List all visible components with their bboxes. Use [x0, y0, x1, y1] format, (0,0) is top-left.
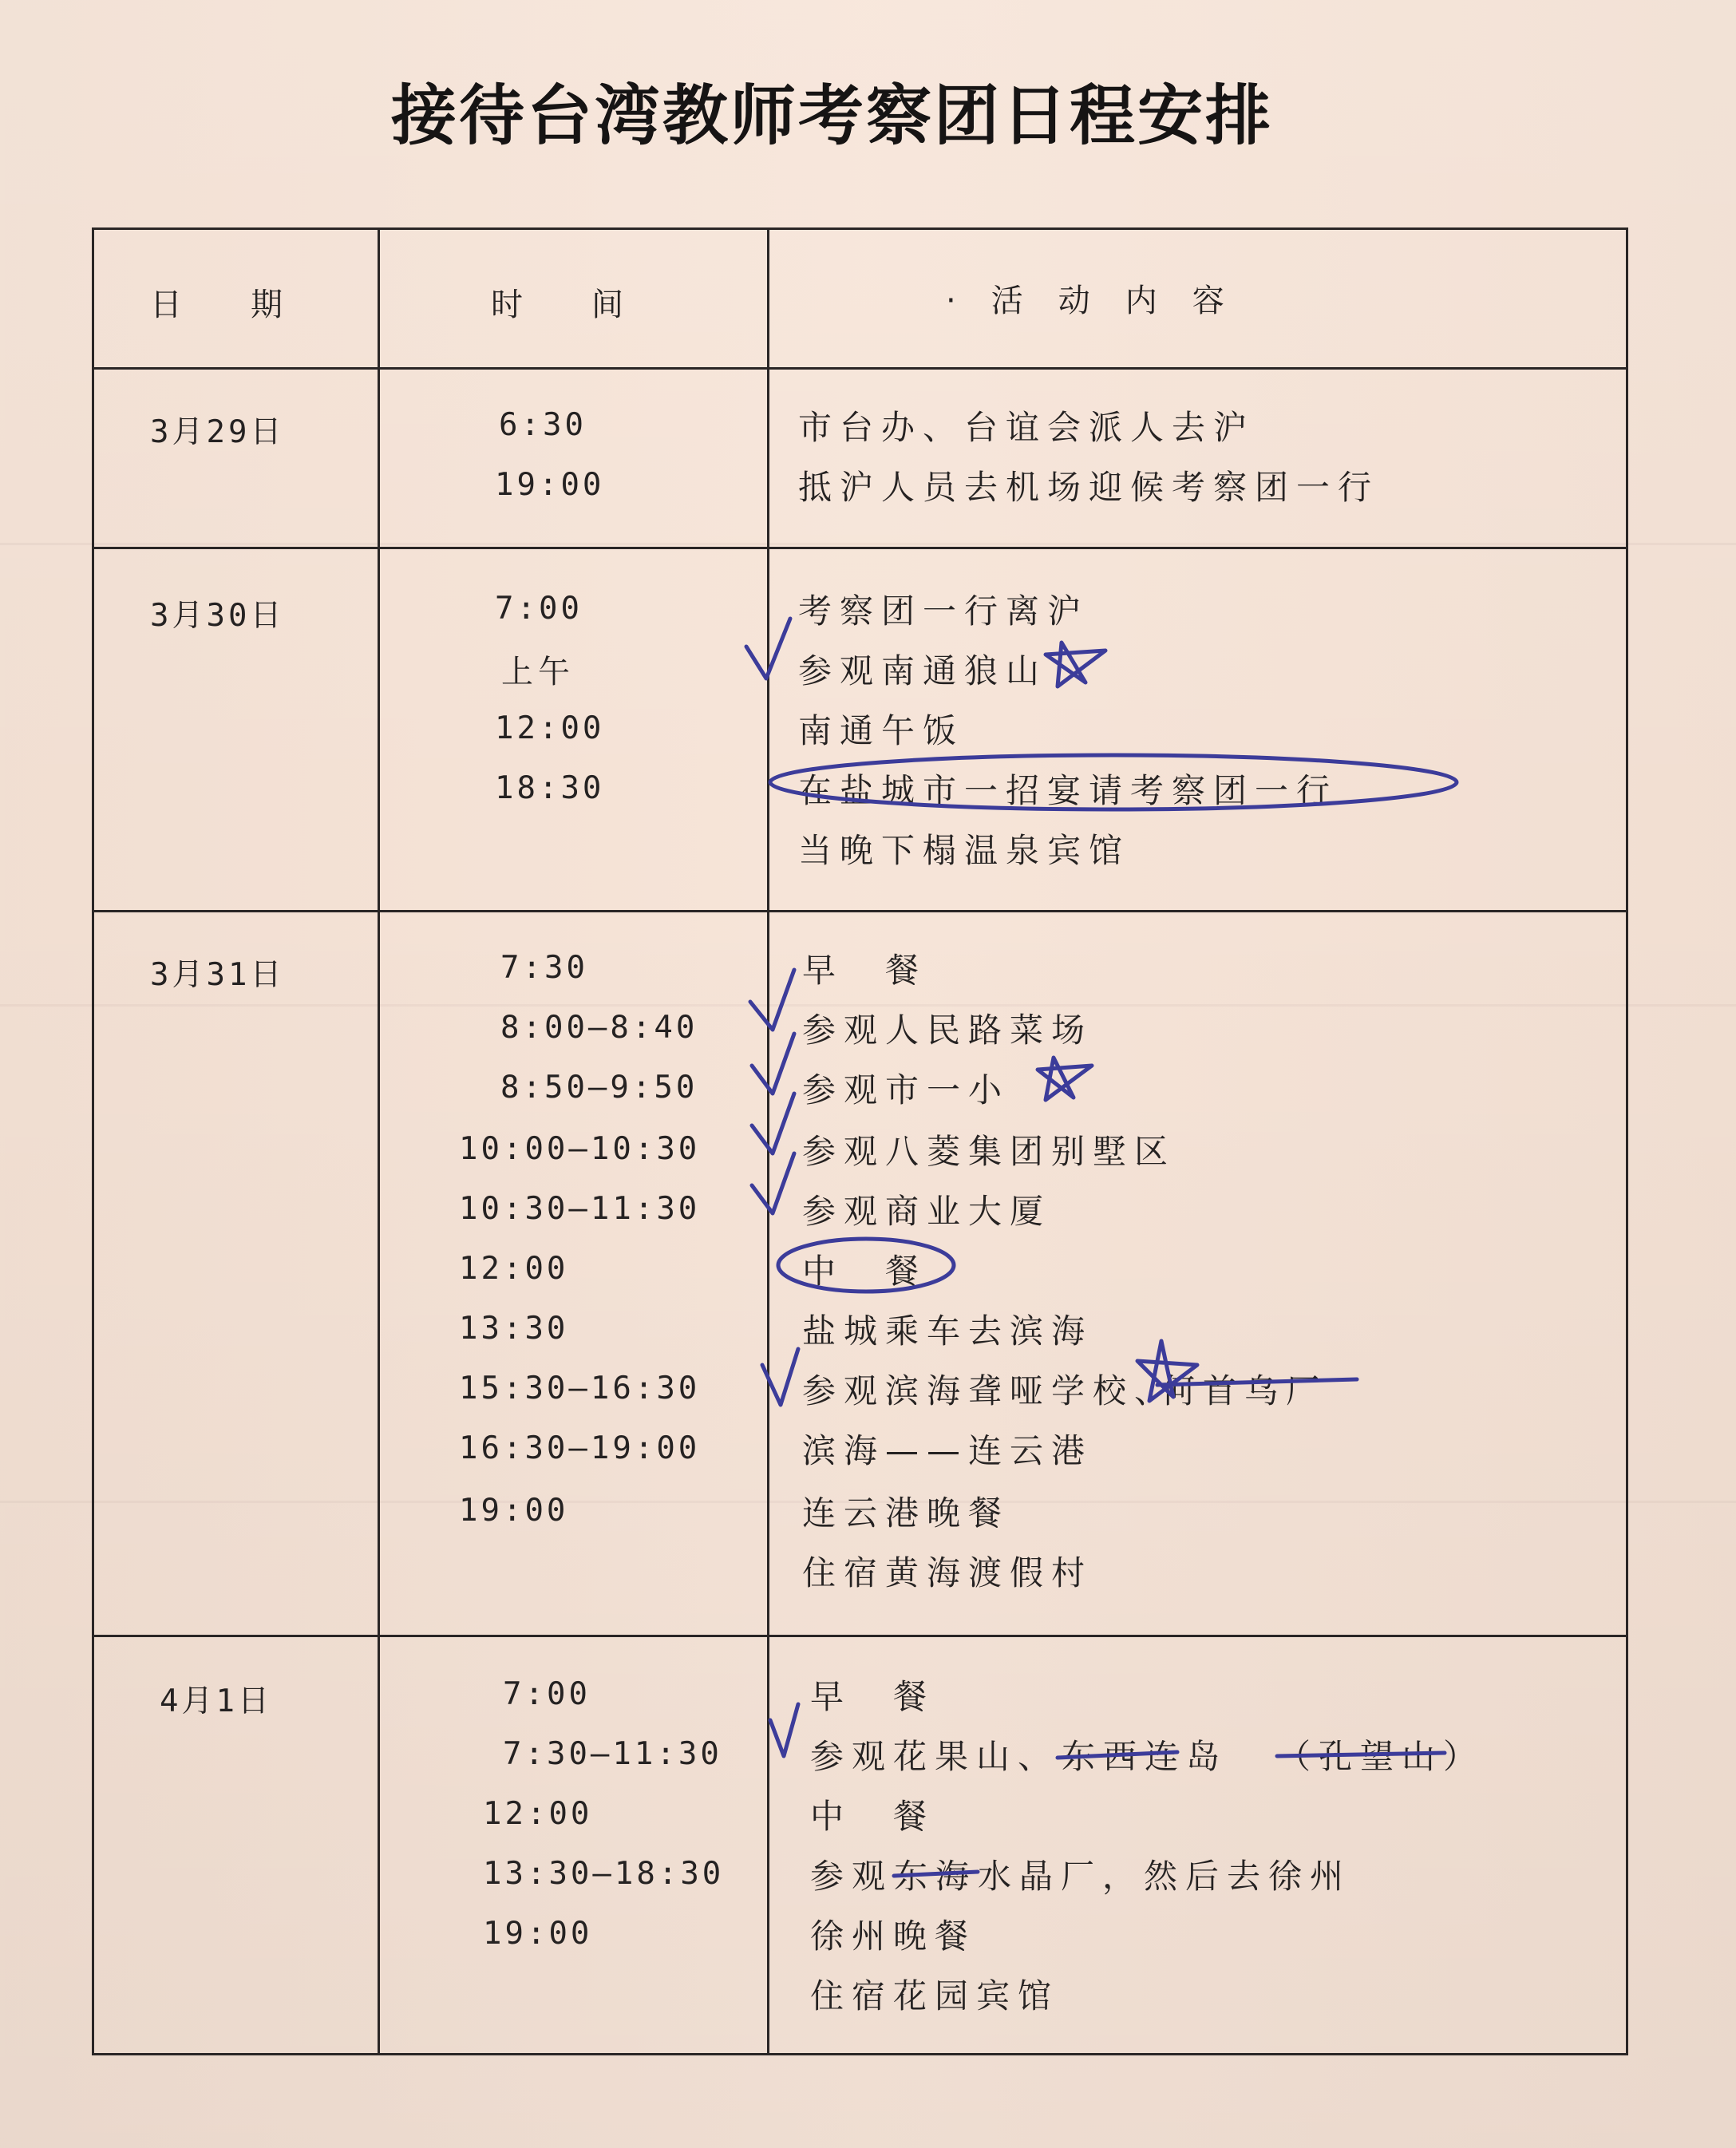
date-cell: 3月30日 [150, 598, 285, 634]
activity-cell: 参观滨海聋哑学校、 [802, 1371, 1176, 1410]
activity-cell: 市台办、台谊会派人去沪 [798, 408, 1256, 447]
time-cell: 12:00 [495, 710, 605, 746]
star-icon [1038, 1058, 1092, 1100]
strikethrough [1058, 1752, 1177, 1758]
time-cell: 13:30—18:30 [483, 1856, 725, 1892]
circle-annotation [778, 1239, 954, 1292]
circle-annotation [770, 755, 1457, 809]
struck-text: （孔望山） [1277, 1737, 1485, 1776]
activity-cell: 连云港晚餐 [802, 1493, 1010, 1533]
time-cell: 18:30 [495, 770, 605, 806]
activity-cell: 参观南通狼山 [798, 651, 1048, 690]
time-cell: 7:30—11:30 [503, 1736, 722, 1772]
activity-cell: 考察团一行离沪 [798, 591, 1089, 631]
header-time: 时 间 [491, 287, 625, 323]
activity-cell: 中 餐 [802, 1252, 927, 1291]
time-cell: 7:00 [495, 591, 583, 627]
activity-cell: 盐城乘车去滨海 [802, 1311, 1093, 1351]
check-mark-icon [770, 1704, 798, 1756]
strikethrough [1277, 1753, 1445, 1756]
activity-cell: 中 餐 [810, 1797, 935, 1836]
activity-cell: 抵沪人员去机场迎候考察团一行 [798, 468, 1380, 507]
date-cell: 4月1日 [160, 1683, 272, 1719]
star-icon [1137, 1341, 1197, 1401]
strikethrough [1157, 1379, 1357, 1385]
time-cell: 12:00 [459, 1251, 569, 1287]
check-mark-icon [750, 970, 794, 1030]
time-cell: 8:00—8:40 [500, 1010, 698, 1046]
activity-cell: 参观花果山、 [810, 1737, 1060, 1776]
struck-text: 东海 [894, 1857, 978, 1896]
time-cell: 10:00—10:30 [459, 1131, 701, 1167]
activity-cell: 参观人民路菜场 [802, 1011, 1093, 1050]
time-cell: 12:00 [483, 1796, 593, 1832]
struck-text: 东西连岛 [1062, 1737, 1228, 1776]
time-cell: 13:30 [459, 1311, 569, 1347]
time-cell: 15:30—16:30 [459, 1371, 701, 1406]
time-cell: 6:30 [499, 407, 587, 443]
time-cell: 7:00 [503, 1676, 591, 1712]
activity-cell: 参观市一小 [802, 1070, 1010, 1110]
activity-cell: 参观商业大厦 [802, 1192, 1052, 1231]
activity-cell: 参观八菱集团别墅区 [802, 1132, 1176, 1171]
activity-cell: 住宿黄海渡假村 [802, 1553, 1093, 1592]
check-mark-icon [746, 619, 790, 678]
header-activity: · 活 动 内 容 [946, 283, 1226, 319]
activity-cell: 在盐城市一招宴请考察团一行 [798, 771, 1339, 810]
time-cell: 19:00 [483, 1916, 593, 1952]
header-date: 日 期 [150, 287, 284, 323]
check-mark-icon [752, 1034, 794, 1094]
activity-cell: 早 餐 [802, 951, 927, 990]
check-mark-icon [752, 1094, 794, 1153]
document-title: 接待台湾教师考察团日程安排 [391, 78, 1274, 154]
date-cell: 3月31日 [150, 957, 285, 993]
check-mark-icon [762, 1349, 798, 1405]
time-cell: 8:50—9:50 [500, 1070, 698, 1106]
date-cell: 3月29日 [150, 414, 285, 450]
activity-cell: 徐州晚餐 [810, 1917, 977, 1956]
time-cell: 上午 [501, 654, 575, 690]
strikethrough [894, 1872, 978, 1876]
struck-text: 何首乌厂 [1161, 1371, 1328, 1410]
activity-cell: 参观 [810, 1857, 894, 1896]
activity-cell: 当晚下榻温泉宾馆 [798, 831, 1131, 870]
check-mark-icon [752, 1153, 794, 1213]
time-cell: 19:00 [495, 467, 605, 503]
activity-cell: 南通午饭 [798, 711, 965, 750]
time-cell: 16:30—19:00 [459, 1430, 701, 1466]
activity-cell: 滨海——连云港 [802, 1431, 1093, 1470]
time-cell: 7:30 [500, 950, 588, 986]
time-cell: 19:00 [459, 1493, 569, 1529]
star-icon [1046, 643, 1105, 686]
activity-cell: 早 餐 [810, 1677, 935, 1716]
time-cell: 10:30—11:30 [459, 1191, 701, 1227]
activity-cell: 水晶厂，然后去徐州 [978, 1857, 1352, 1896]
activity-cell: 住宿花园宾馆 [810, 1976, 1060, 2015]
